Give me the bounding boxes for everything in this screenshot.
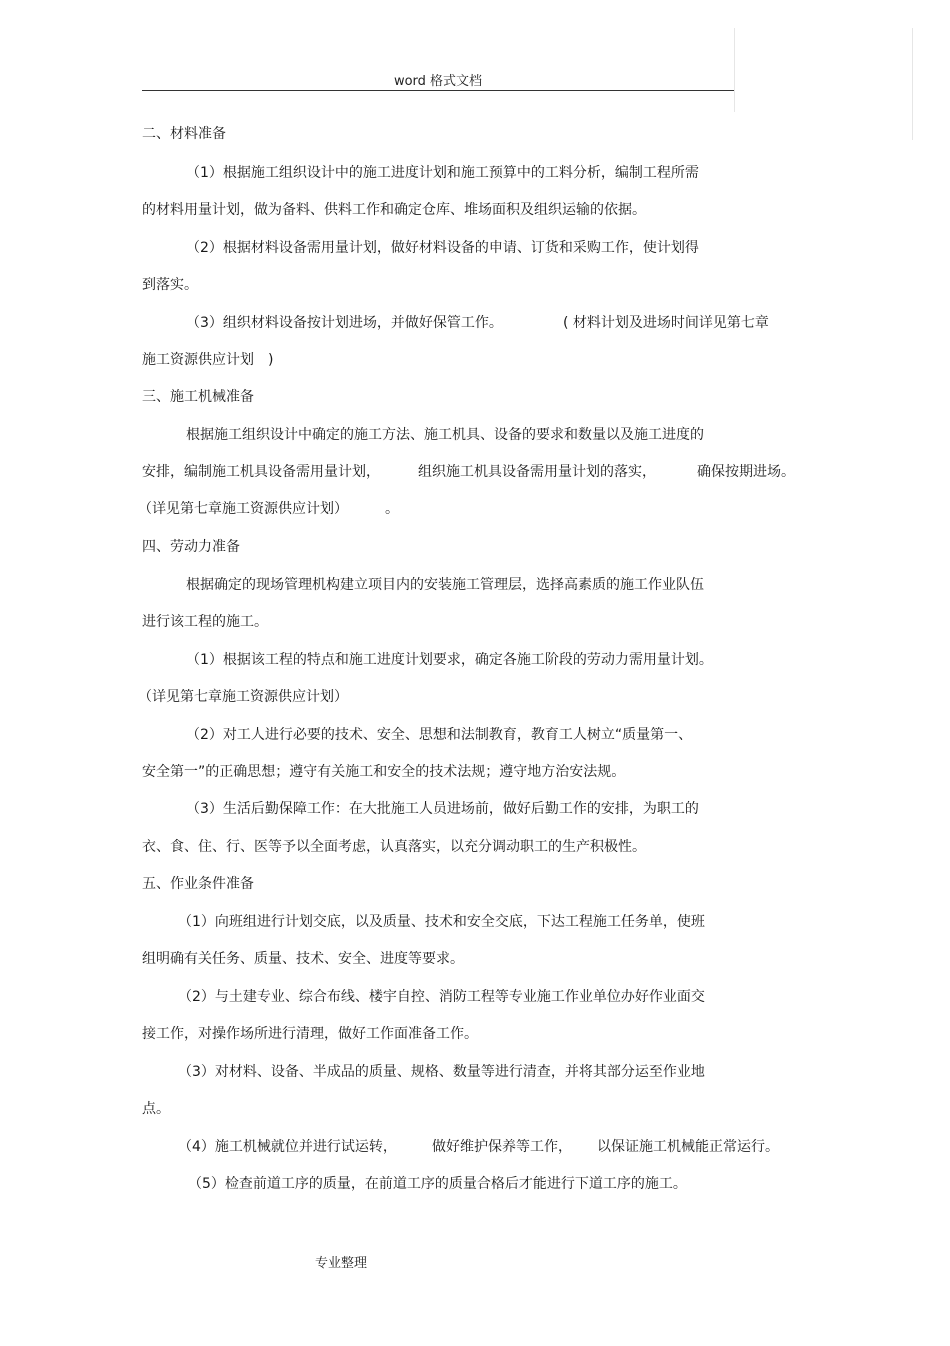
header-rule: [142, 90, 734, 91]
paragraph-line: 衣、食、住、行、医等予以全面考虑，认真落实，以充分调动职工的生产积极性。: [142, 839, 646, 855]
paragraph-line: 。: [385, 501, 399, 517]
paragraph-line: （2）根据材料设备需用量计划，做好材料设备的申请、订货和采购工作，使计划得: [186, 240, 699, 256]
paragraph-line: ( 材料计划及进场时间详见第七章: [563, 315, 769, 331]
page-edge-line: [912, 28, 913, 140]
paragraph-line: （3）对材料、设备、半成品的质量、规格、数量等进行清查，并将其部分运至作业地: [178, 1064, 705, 1080]
paragraph-line: 到落实。: [142, 277, 198, 293]
header-title: word 格式文档: [393, 74, 483, 89]
section-heading: 四、劳动力准备: [142, 539, 240, 555]
paragraph-line: 根据施工组织设计中确定的施工方法、施工机具、设备的要求和数量以及施工进度的: [186, 427, 704, 443]
paragraph-line: 点。: [142, 1101, 170, 1117]
paragraph-line: 以保证施工机械能正常运行。: [597, 1139, 779, 1155]
paragraph-line: 安排，编制施工机具设备需用量计划，: [142, 464, 380, 480]
footer-text: 专业整理: [315, 1256, 368, 1271]
paragraph-line: （3）生活后勤保障工作：在大批施工人员进场前，做好后勤工作的安排，为职工的: [186, 801, 699, 817]
paragraph-line: （1）向班组进行计划交底，以及质量、技术和安全交底，下达工程施工任务单，使班: [178, 914, 705, 930]
page-edge-line: [734, 28, 735, 112]
paragraph-line: 组织施工机具设备需用量计划的落实，: [418, 464, 656, 480]
paragraph-line: （详见第七章施工资源供应计划）: [138, 689, 348, 705]
paragraph-line: （1）根据该工程的特点和施工进度计划要求，确定各施工阶段的劳动力需用量计划。: [186, 652, 713, 668]
paragraph-line: 的材料用量计划，做为备料、供料工作和确定仓库、堆场面积及组织运输的依据。: [142, 202, 646, 218]
paragraph-line: 做好维护保养等工作，: [432, 1139, 572, 1155]
paragraph-line: 进行该工程的施工。: [142, 614, 268, 630]
paragraph-line: （4）施工机械就位并进行试运转，: [178, 1139, 397, 1155]
paragraph-line: 施工资源供应计划 ): [142, 352, 274, 368]
paragraph-line: （2）对工人进行必要的技术、安全、思想和法制教育，教育工人树立“质量第一、: [186, 727, 693, 743]
paragraph-line: 组明确有关任务、质量、技术、安全、进度等要求。: [142, 951, 464, 967]
paragraph-line: 安全第一”的正确思想；遵守有关施工和安全的技术法规；遵守地方治安法规。: [142, 764, 626, 780]
paragraph-line: （2）与土建专业、综合布线、楼宇自控、消防工程等专业施工作业单位办好作业面交: [178, 989, 705, 1005]
section-heading: 三、施工机械准备: [142, 389, 254, 405]
paragraph-line: 确保按期进场。: [697, 464, 795, 480]
paragraph-line: （3）组织材料设备按计划进场，并做好保管工作。: [186, 315, 503, 331]
paragraph-line: （1）根据施工组织设计中的施工进度计划和施工预算中的工料分析，编制工程所需: [186, 165, 699, 181]
paragraph-line: 根据确定的现场管理机构建立项目内的安装施工管理层，选择高素质的施工作业队伍: [186, 577, 704, 593]
paragraph-line: （详见第七章施工资源供应计划）: [138, 501, 348, 517]
section-heading: 五、作业条件准备: [142, 876, 254, 892]
paragraph-line: 接工作，对操作场所进行清理，做好工作面准备工作。: [142, 1026, 478, 1042]
paragraph-line: （5）检查前道工序的质量，在前道工序的质量合格后才能进行下道工序的施工。: [188, 1176, 687, 1192]
section-heading: 二、材料准备: [142, 126, 226, 142]
